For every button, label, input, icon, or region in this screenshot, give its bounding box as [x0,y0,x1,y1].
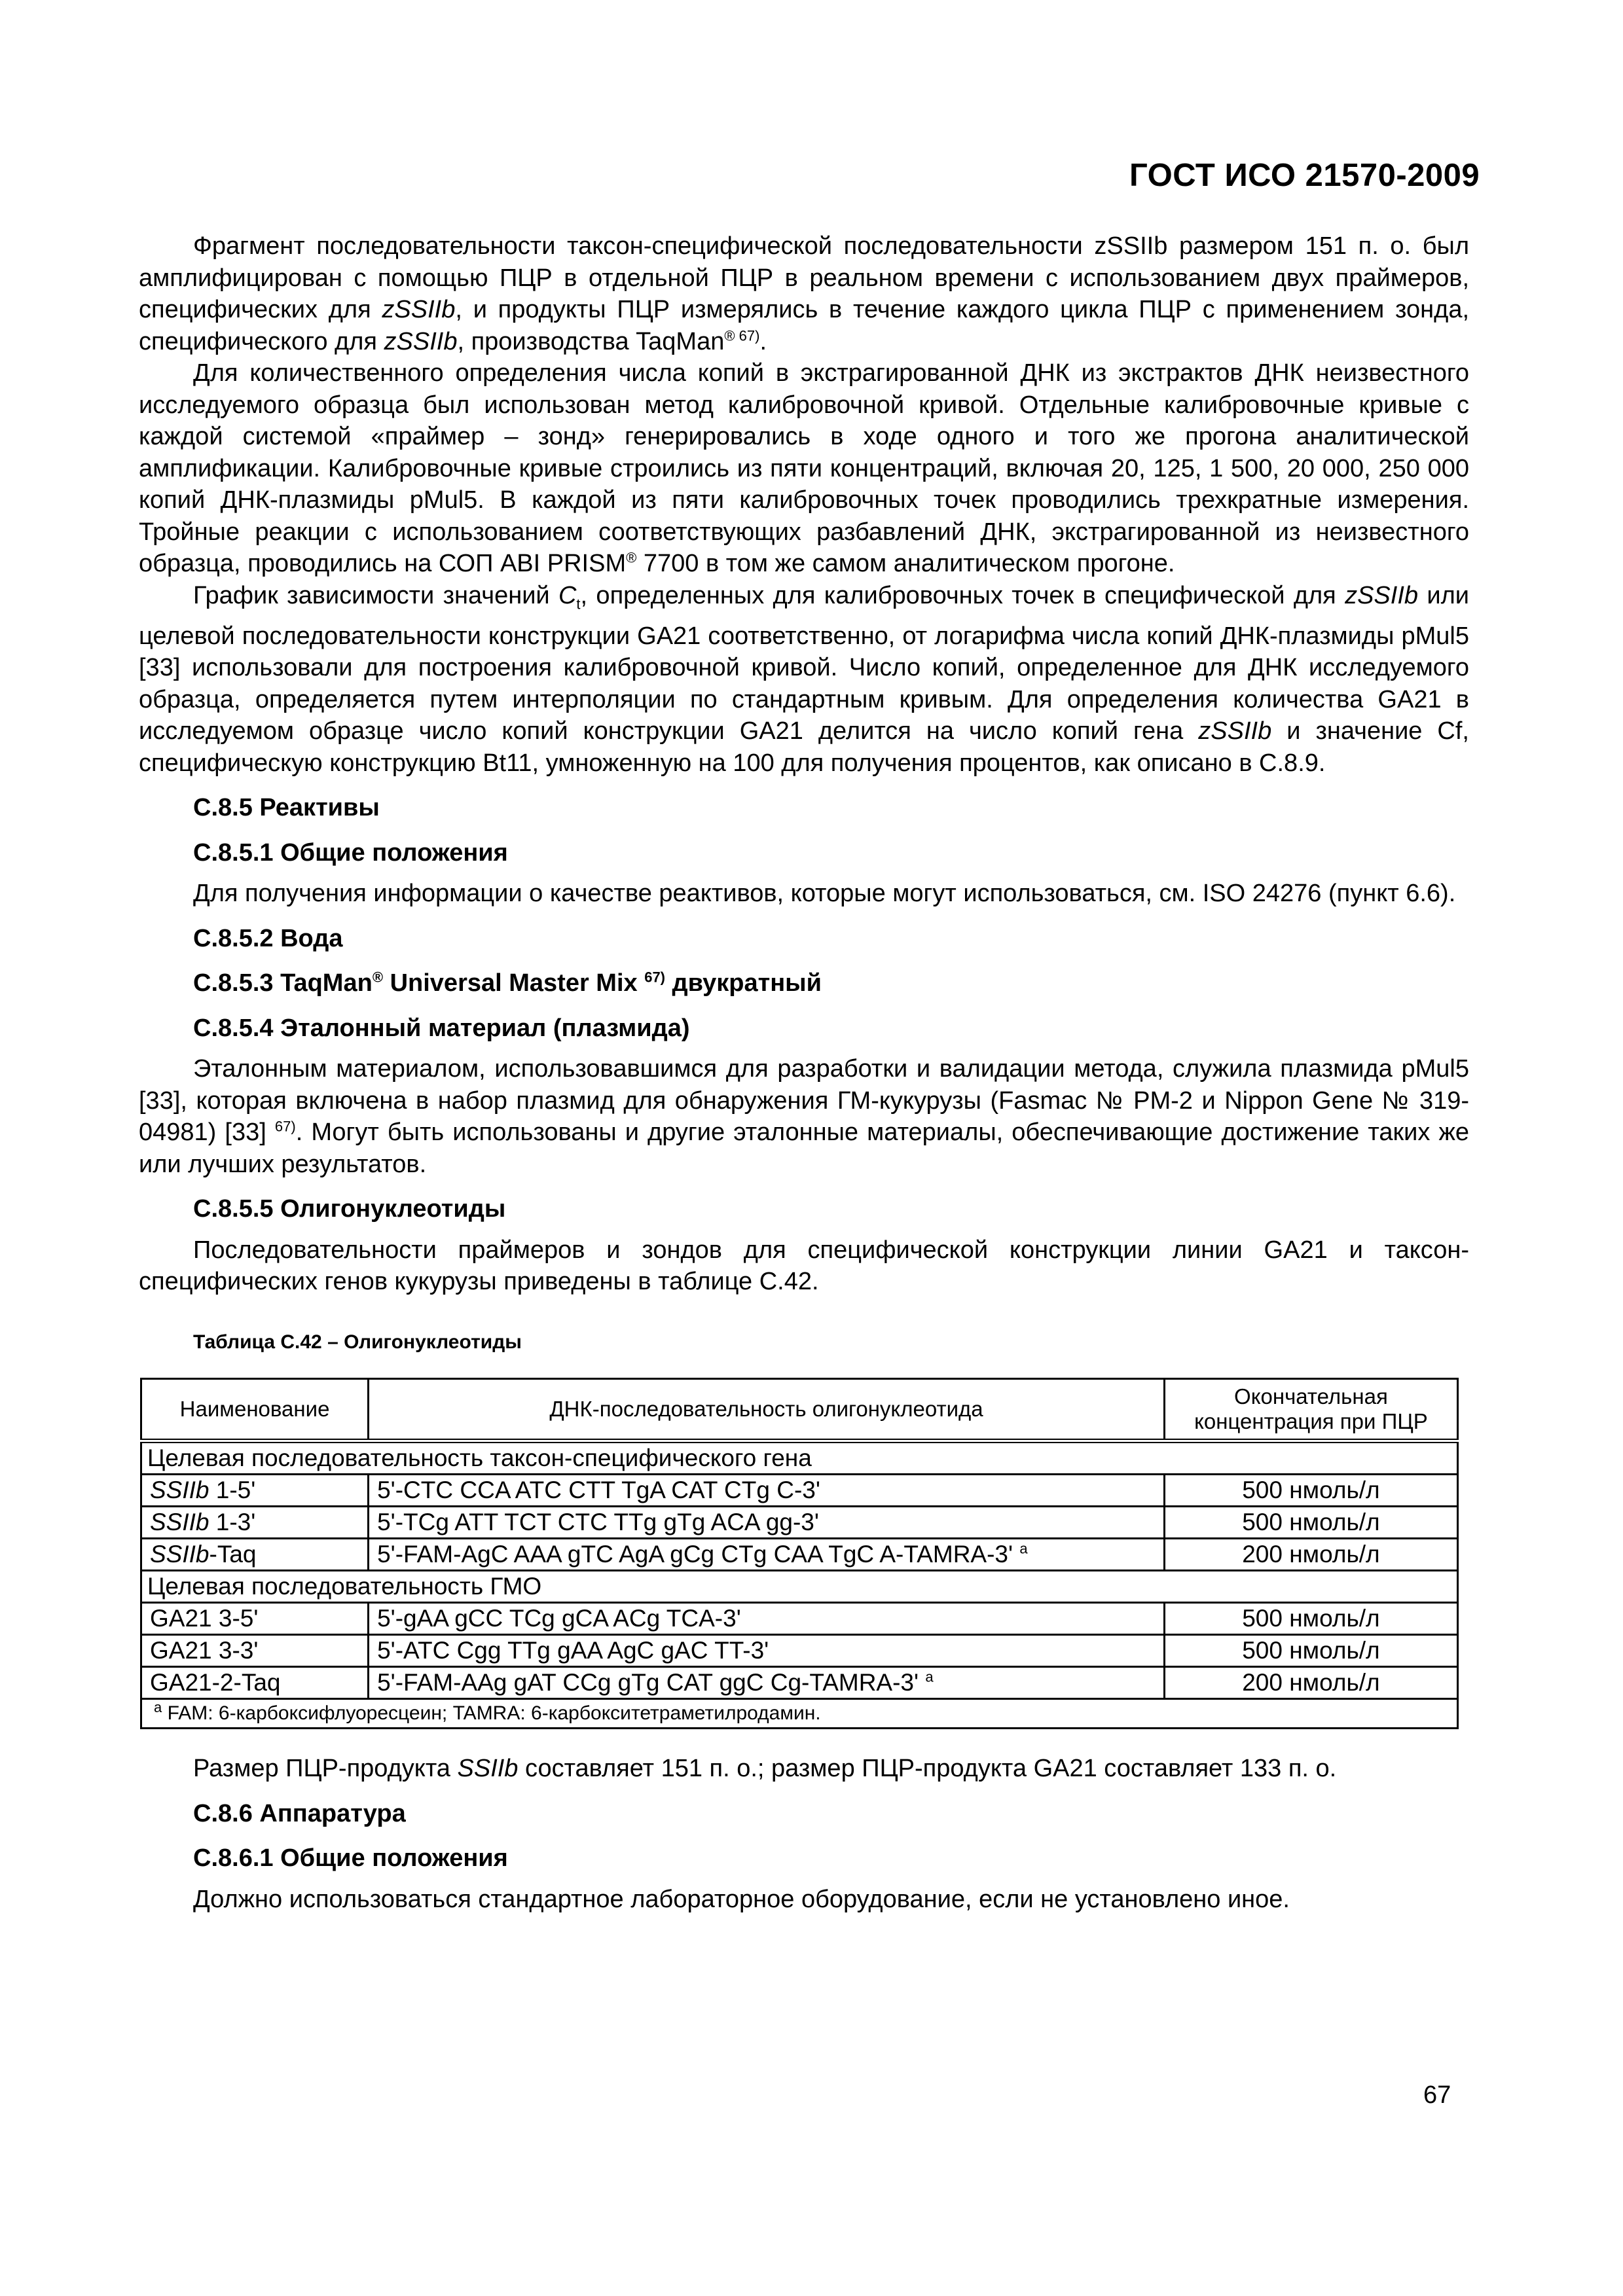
section-heading-apparatus: C.8.6 Аппаратура [193,1799,406,1827]
gene-name: SSIIb [150,1477,210,1504]
text: , определенных для калибровочных точек в специфической для [580,581,1345,609]
paragraph-reagent-quality: Для получения информации о качестве реактивов, которые могут использоваться, см. ISO 24276 (пункт 6.6). [193,880,1456,908]
ct-symbol: C [558,581,577,609]
table-row [141,1539,1458,1571]
section-heading-reference-material: C.8.5.4 Эталонный материал (плазмида) [193,1014,690,1042]
paragraph-reference-material [139,1053,1469,1180]
gene-name: SSIIb [457,1755,519,1783]
text: Размер ПЦР-продукта [193,1755,458,1783]
text: FAM: 6-карбоксифлуоресцеин; TAMRA: 6-карбокситетраметилродамин. [162,1702,821,1725]
text: Фрагмент последовательности таксон-специфической последовательности zSSIIb размером 151 п. о. был амплифицирован с помощью ПЦР в отдельной ПЦР в реальном времени с использованием двух праймеров, специфических для [139,232,1469,323]
text: GA21 3-5' [150,1605,259,1632]
text: , и продукты ПЦР измерялись в течение каждого цикла ПЦР с применением зонда, специфического для [139,296,1470,355]
oligo-sequence [369,1475,1165,1507]
table-row [141,1667,1458,1699]
paragraph-pcr-fragment [139,230,1469,357]
gene-name: zSSIIb [382,296,456,323]
oligo-sequence [369,1539,1165,1571]
table-footnote-row [141,1699,1458,1729]
text: Universal Master Mix [383,969,645,997]
oligo-concentration: 500 нмоль/л [1164,1603,1457,1635]
group-label-taxon: Целевая последовательность таксон-специфического гена [141,1441,1458,1475]
oligo-name [141,1539,369,1571]
footnote-ref: 67) [644,969,665,986]
section-heading-apparatus-general: C.8.6.1 Общие положения [193,1844,508,1873]
registered-mark: ® [372,969,384,986]
section-heading-general: C.8.5.1 Общие положения [193,838,508,867]
oligo-concentration: 500 нмоль/л [1164,1635,1457,1667]
registered-mark: ® [626,549,637,566]
standard-header: ГОСТ ИСО 21570-2009 [1129,158,1480,193]
text: Для количественного определения числа копий в экстрагированной ДНК из экстрактов ДНК неизвестного исследуемого образца был использован метод калибровочной кривой. Отдельные калибровочные кривые с каждой системой «праймер – зонд» генерировались в ходе одного и того же прогона аналитической амплификации. Калибровочные кривые строились из пяти концентраций, включая 20, 125, 1 500, 20 000, 250 000 копий ДНК-плазмиды pMul5. В каждой из пяти калибровочных точек проводились трехкратные измерения. Тройные реакции с использованием соответствующих разбавлений ДНК, экстрагированной из неизвестного образца, проводились на СОП ABI PRISM [139,359,1469,577]
text: двукратный [665,969,822,997]
column-header-concentration: Окончательная концентрация при ПЦР [1164,1379,1457,1441]
footnote-marker: a [154,1699,162,1716]
gene-name: zSSIIb [384,327,458,355]
table-group-row [141,1571,1458,1603]
text: GA21-2-Taq [150,1669,281,1696]
footnote-ref: ® 67) [724,327,760,344]
section-heading-master-mix [139,967,1469,999]
table-caption: Таблица C.42 – Олигонуклеотиды [193,1331,522,1353]
table-footnote [141,1699,1458,1729]
table-group-row [141,1441,1458,1475]
table-row [141,1635,1458,1667]
oligonucleotides-table [140,1378,1459,1729]
oligo-sequence [369,1603,1165,1635]
text: 7700 в том же самом аналитическом прогоне. [636,550,1175,577]
section-heading-water: C.8.5.2 Вода [193,924,343,952]
gene-name: zSSIIb [1345,581,1419,609]
text: составляет 151 п. о.; размер ПЦР-продукта GA21 составляет 133 п. о. [518,1755,1337,1783]
text: 5'-CTC CCA ATC CTT TgA CAT CTg C-3' [377,1477,820,1504]
column-header-sequence: ДНК-последовательность олигонуклеотида [369,1379,1165,1441]
table-header-row [141,1379,1458,1441]
text: . Могут быть использованы и другие эталонные материалы, обеспечивающие достижение таких же или лучших результатов. [139,1119,1470,1178]
text: График зависимости значений [193,581,558,609]
ct-subscript: t [576,596,581,613]
paragraph-ct-graph [139,580,1469,780]
text: -Taq [209,1541,257,1568]
text: C.8.5.3 TaqMan [193,969,373,997]
table-row [141,1507,1458,1539]
oligo-concentration: 500 нмоль/л [1164,1507,1457,1539]
table-row [141,1603,1458,1635]
oligo-name [141,1507,369,1539]
footnote-ref: 67) [274,1118,296,1135]
group-label-gmo: Целевая последовательность ГМО [141,1571,1458,1603]
text: Эталонным материалом, использовавшимся для разработки и валидации метода, служила плазмида pMul5 [33], которая включена в набор плазмид для обнаружения ГМ-кукурузы (Fasmac № PM-2 и Nippon Gene № 319-04981) [33] [139,1055,1469,1147]
oligo-concentration: 200 нмоль/л [1164,1539,1457,1571]
text: 5'-gAA gCC TCg gCA ACg TCA-3' [377,1605,741,1632]
text: 1-5' [209,1477,256,1504]
text: 5'-TCg ATT TCT CTC TTg gTg ACA gg-3' [377,1509,819,1536]
gene-name: SSIIb [150,1509,210,1536]
gene-name: zSSIIb [1198,717,1272,745]
section-heading-oligonucleotides: C.8.5.5 Олигонуклеотиды [193,1195,506,1223]
oligo-sequence [369,1507,1165,1539]
page-number: 67 [1423,2081,1451,2109]
text: , производства TaqMan [457,327,725,355]
oligo-concentration: 200 нмоль/л [1164,1667,1457,1699]
paragraph-oligonucleotides: Последовательности праймеров и зондов для специфической конструкции линии GA21 и таксон-специфических генов кукурузы приведены в таблице C.42. [139,1236,1469,1296]
oligo-sequence [369,1667,1165,1699]
text: GA21 3-3' [150,1637,259,1664]
footnote-ref: a [925,1668,934,1685]
oligo-name [141,1603,369,1635]
column-header-name: Наименование [141,1379,369,1441]
paragraph-calibration [139,357,1469,580]
table-row [141,1475,1458,1507]
paragraph-equipment: Должно использоваться стандартное лабораторное оборудование, если не установлено иное. [193,1885,1290,1913]
text: 5'-FAM-AgC AAA gTC AgA gCg CTg CAA TgC A-TAMRA-3' [377,1541,1020,1568]
page-content [139,230,1469,1915]
text: или целевой последовательности конструкции GA21 соответственно, от логарифма числа копий ДНК-плазмиды pMul5 [33] использовали для построения калибровочной кривой. Число копий, определенное для ДНК исследуемого образца, определяется путем интерполяции по стандартным кривым. Для определения количества GA21 в исследуемом образце число копий конструкции GA21 делится на число копий гена [139,581,1469,745]
oligo-concentration: 500 нмоль/л [1164,1475,1457,1507]
paragraph-pcr-product-size [139,1753,1469,1785]
oligo-name [141,1475,369,1507]
oligo-name [141,1635,369,1667]
gene-name: SSIIb [150,1541,210,1568]
text: 5'-ATC Cgg TTg gAA AgC gAC TT-3' [377,1637,769,1664]
section-heading-reagents: C.8.5 Реактивы [193,794,380,822]
footnote-ref: a [1019,1540,1028,1557]
text: . [759,327,767,355]
oligo-sequence [369,1635,1165,1667]
text: 1-3' [209,1509,256,1536]
oligo-name [141,1667,369,1699]
text: 5'-FAM-AAg gAT CCg gTg CAT ggC Cg-TAMRA-3' [377,1669,926,1696]
text: и значение Cf, специфическую конструкцию Bt11, умноженную на 100 для получения процентов, как описано в C.8.9. [139,717,1469,777]
